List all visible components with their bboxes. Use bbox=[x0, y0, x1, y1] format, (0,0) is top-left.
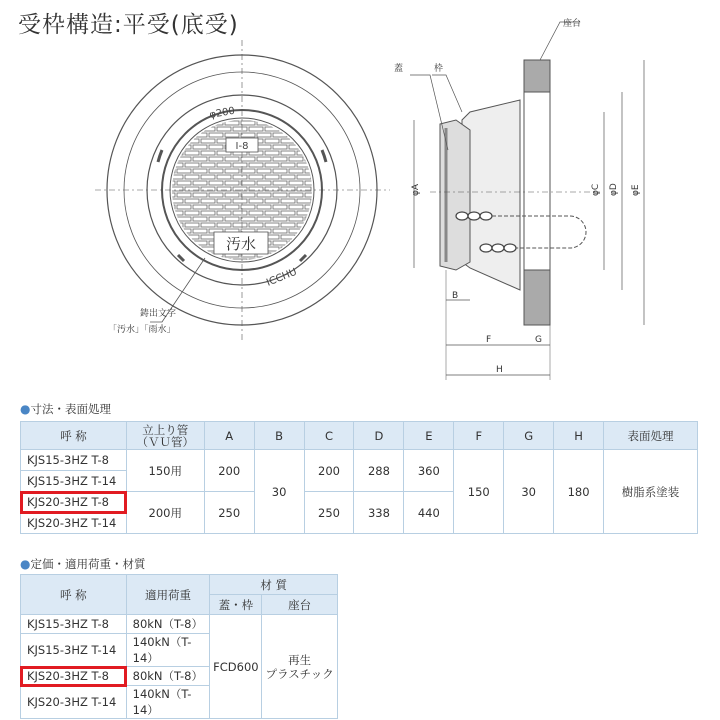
cell-a-200: 250 bbox=[204, 492, 254, 534]
dim-h: H bbox=[496, 365, 503, 375]
cell-e-150: 360 bbox=[404, 450, 454, 492]
page-title: 受枠構造:平受(底受) bbox=[18, 12, 239, 38]
side-view bbox=[410, 22, 644, 380]
cell-d-150: 288 bbox=[354, 450, 404, 492]
dim-d: φD bbox=[609, 183, 619, 196]
header-name: 呼 称 bbox=[21, 422, 127, 450]
header-base: 座台 bbox=[262, 595, 338, 615]
header-a: A bbox=[204, 422, 254, 450]
header-d: D bbox=[354, 422, 404, 450]
dim-g: G bbox=[535, 335, 542, 345]
header-load: 適用荷重 bbox=[126, 575, 210, 615]
table-row-name: KJS15-3HZ T-8 bbox=[21, 615, 127, 634]
label-waku: 枠 bbox=[434, 64, 444, 74]
table-row-load: 80kN（T-8） bbox=[126, 615, 210, 634]
header-h: H bbox=[554, 422, 604, 450]
cell-d-200: 338 bbox=[354, 492, 404, 534]
header-surface: 表面処理 bbox=[604, 422, 698, 450]
cell-g: 30 bbox=[504, 450, 554, 534]
pipe-200: 200用 bbox=[126, 492, 204, 534]
cast-options: 「汚水」「雨水」 bbox=[108, 325, 176, 335]
table-row-load: 80kN（T-8） bbox=[126, 667, 210, 686]
cell-surface: 樹脂系塗装 bbox=[604, 450, 698, 534]
dim-b: B bbox=[452, 291, 459, 301]
material-table bbox=[20, 574, 338, 719]
dimensions-table bbox=[20, 421, 698, 534]
cell-c-150: 200 bbox=[304, 450, 354, 492]
cell-b: 30 bbox=[254, 450, 304, 534]
table-row-name: KJS15-3HZ T-14 bbox=[21, 471, 127, 492]
header-b: B bbox=[254, 422, 304, 450]
pipe-150: 150用 bbox=[126, 450, 204, 492]
header-c: C bbox=[304, 422, 354, 450]
section-title-price: ●定価・適用荷重・材質 bbox=[20, 557, 146, 571]
dim-f: F bbox=[486, 335, 492, 345]
header-f: F bbox=[454, 422, 504, 450]
header-lid: 蓋・枠 bbox=[210, 595, 262, 615]
table-row-load: 140kN（T-14） bbox=[126, 686, 210, 719]
base-material-line2: プラスチック bbox=[265, 666, 334, 681]
section-title-dimensions: ●寸法・表面処理 bbox=[20, 402, 111, 416]
cover-code: I-8 bbox=[235, 141, 249, 152]
header-g: G bbox=[504, 422, 554, 450]
cast-label: 鋳出文字 bbox=[140, 309, 177, 319]
bullet-icon: ● bbox=[20, 402, 31, 416]
table-row-name-selected: KJS20-3HZ T-8 bbox=[21, 667, 127, 686]
table-row-load: 140kN（T-14） bbox=[126, 634, 210, 667]
table-row-name: KJS20-3HZ T-14 bbox=[21, 513, 127, 534]
dim-a: φA bbox=[411, 183, 421, 196]
label-zadai: 座台 bbox=[563, 19, 582, 29]
cover-text: 汚水 bbox=[225, 235, 257, 253]
table-row-name: KJS15-3HZ T-14 bbox=[21, 634, 127, 667]
base-material bbox=[262, 615, 338, 719]
lid-material: FCD600 bbox=[210, 615, 262, 719]
label-futa: 蓋 bbox=[394, 64, 404, 74]
cell-a-150: 200 bbox=[204, 450, 254, 492]
bullet-icon: ● bbox=[20, 557, 31, 571]
cover-phi: φ200 bbox=[208, 105, 236, 121]
header-pipe: 立上り管 （ＶＵ管） bbox=[126, 422, 204, 450]
header-material: 材 質 bbox=[210, 575, 338, 595]
table-row-name-selected: KJS20-3HZ T-8 bbox=[21, 492, 127, 513]
dim-c: φC bbox=[591, 183, 601, 196]
cell-h: 180 bbox=[554, 450, 604, 534]
cover-maker: ICCHU bbox=[265, 266, 299, 289]
table-row-name: KJS20-3HZ T-14 bbox=[21, 686, 127, 719]
dim-e: φE bbox=[631, 184, 641, 196]
table-row-name: KJS15-3HZ T-8 bbox=[21, 450, 127, 471]
header-name: 呼 称 bbox=[21, 575, 127, 615]
cell-f: 150 bbox=[454, 450, 504, 534]
cell-e-200: 440 bbox=[404, 492, 454, 534]
cell-c-200: 250 bbox=[304, 492, 354, 534]
header-e: E bbox=[404, 422, 454, 450]
base-material-line1: 再生 bbox=[288, 652, 312, 667]
